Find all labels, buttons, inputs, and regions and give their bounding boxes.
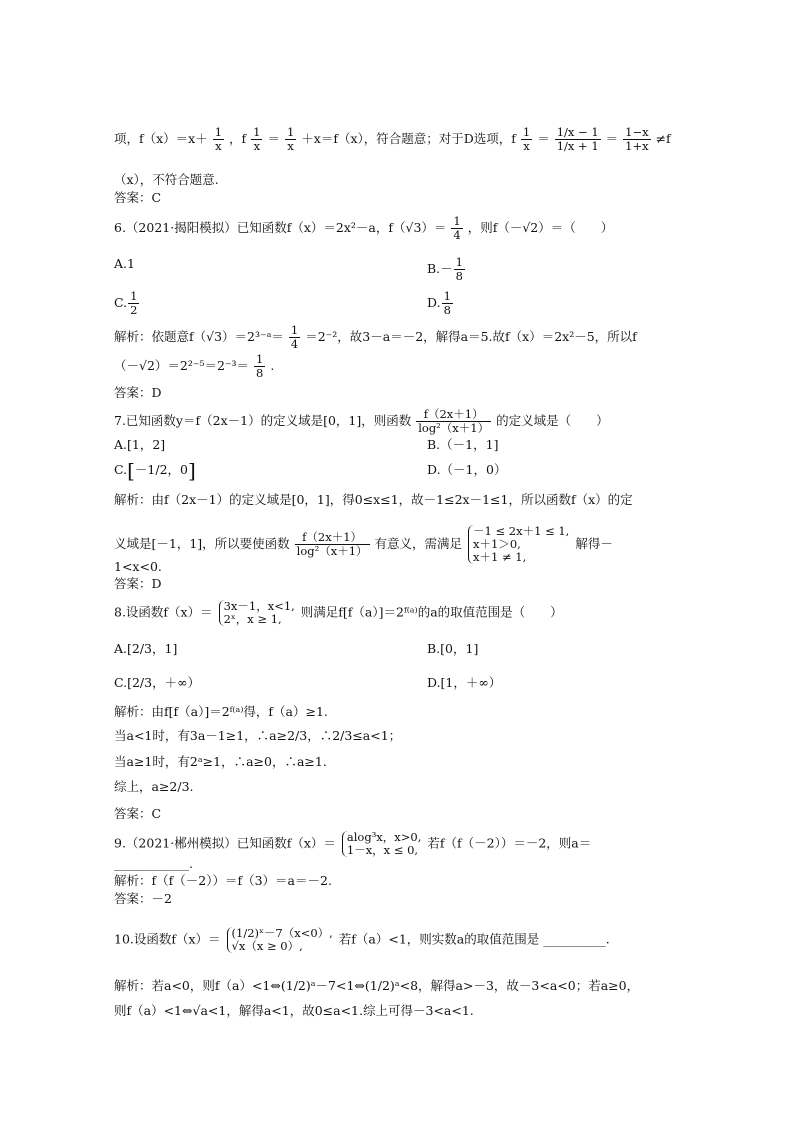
- piecewise: 3x－1，x<1, 2ˣ，x ≥ 1,: [219, 600, 295, 626]
- answer: 答案：D: [114, 576, 162, 591]
- fraction: $\frac{1/x - 1}{1/x + 1}$: [556, 125, 599, 153]
- answer: 答案：D: [114, 385, 162, 400]
- option-a: A.[1，2]: [114, 437, 166, 452]
- answer-blank: __________.: [543, 931, 610, 947]
- text: ＝: [605, 131, 619, 146]
- answer: 答案：C: [114, 190, 162, 205]
- option-d: D.[1，＋∞）: [427, 675, 502, 690]
- fraction: $\frac{1}{x}$: [253, 125, 261, 153]
- q8-options-cd: [114, 675, 684, 691]
- text: ＝: [267, 131, 280, 146]
- q6-stem: 6.（2021·揭阳模拟）已知函数f（x）＝2x²－a，f（√3）＝ $\frac{1}{4}$ ，则f（－√2）＝（ ）: [114, 214, 614, 242]
- q8-stem: 8.设函数f（x）＝ 3x－1，x<1, 2ˣ，x ≥ 1, 则满足f[f（a）]＝2ᶠ⁽ᵃ⁾的a的取值范围是（ ）: [114, 599, 563, 626]
- q8-solution-3: 当a≥1时，有2ᵃ≥1，∴a≥0，∴a≥1.: [114, 754, 327, 769]
- option-c: C.[2/3，＋∞）: [114, 675, 200, 690]
- q10-stem: 10.设函数f（x）＝ (1/2)ˣ－7（x<0）, √x（x ≥ 0）, 若f（a）<1，则实数a的取值范围是 __________.: [114, 926, 610, 953]
- q8-solution-4: 综上，a≥2/3.: [114, 779, 194, 794]
- answer: 答案：C: [114, 806, 162, 821]
- q6-options-ab: [114, 255, 684, 283]
- cont-line-1: [114, 126, 684, 153]
- text: ＋x＝f（x），符合题意；对于D选项，f: [301, 131, 516, 146]
- piecewise: (1/2)ˣ－7（x<0）, √x（x ≥ 0）,: [227, 927, 333, 953]
- option-b: B.－ $\frac{1}{8}$: [427, 255, 463, 283]
- q7-solution-2: 义域是[－1，1]，所以要使函数 $\frac{f(2x+1)}{\text{log²（x＋1）}}$ 有意义，需满足 －1 ≤ 2x＋1 ≤ 1, x＋1＞0, x＋1 ≠ 1, 解得－: [114, 524, 613, 564]
- option-d: D.（－1，0）: [427, 462, 507, 477]
- text: ≠f: [655, 131, 671, 146]
- q10-solution-1: 解析：若a<0，则f（a）<1⇔(1/2)ᵃ－7<1⇔(1/2)ᵃ<8，解得a>－3，故－3<a<0；若a≥0，: [114, 978, 640, 993]
- q7-options-cd: [114, 458, 684, 483]
- q6-solution-1: 解析：依题意f（√3）＝2³⁻ᵃ＝ $\frac{1}{4}$ ＝2⁻²，故3－a＝－2，解得a＝5.故f（x）＝2x²－5，所以f: [114, 323, 637, 351]
- option-b: B.（－1，1]: [427, 437, 499, 452]
- text: ＝: [537, 131, 550, 146]
- q8-solution-1: 解析：由f[f（a）]＝2ᶠ⁽ᵃ⁾得，f（a）≥1.: [114, 704, 328, 719]
- case-system: －1 ≤ 2x＋1 ≤ 1, x＋1＞0, x＋1 ≠ 1,: [468, 525, 569, 564]
- q7-options-ab: [114, 437, 684, 453]
- q7-solution-3: 1<x<0.: [114, 559, 162, 574]
- q9-solution: 解析：f（f（－2））＝f（3）＝a＝－2.: [114, 873, 332, 888]
- q9-stem: 9.（2021·郴州模拟）已知函数f（x）＝ alog³x，x>0, 1－x，x ≤ 0, 若f（f（－2））＝－2，则a＝: [114, 830, 592, 857]
- cont-line-2: （x），不符合题意.: [114, 172, 219, 187]
- option-b: B.[0，1]: [427, 641, 479, 656]
- answer-blank: ____________.: [114, 856, 193, 871]
- answer: 答案：－2: [114, 891, 172, 906]
- option-a: A.[2/3，1]: [114, 641, 178, 656]
- option-c: C.[－1/2，0]: [114, 458, 196, 483]
- q8-solution-2: 当a<1时，有3a－1≥1，∴a≥2/3，∴2/3≤a<1；: [114, 728, 402, 743]
- piecewise: alog³x，x>0, 1－x，x ≤ 0,: [342, 831, 422, 857]
- fraction: $\frac{1-x}{1+x}$: [625, 125, 649, 153]
- q6-solution-2: （－√2）＝2²⁻⁵＝2⁻³＝ $\frac{1}{8}$ .: [114, 352, 275, 380]
- fraction: $\frac{1}{x}$: [522, 125, 531, 153]
- option-c: C. $\frac{1}{2}$: [114, 289, 138, 317]
- fraction: $\frac{1}{x}$: [286, 125, 295, 153]
- q6-options-cd: [114, 290, 684, 317]
- option-a: A.1: [114, 256, 135, 271]
- q7-solution-1: 解析：由f（2x－1）的定义域是[0，1]，得0≤x≤1，故－1≤2x－1≤1，所以函数f（x）的定: [114, 492, 633, 507]
- fraction: $\frac{1}{x}$: [214, 125, 223, 153]
- q10-solution-2: 则f（a）<1⇔√a<1，解得a<1，故0≤a<1.综上可得－3<a<1.: [114, 1003, 474, 1018]
- q8-options-ab: [114, 641, 684, 657]
- q7-stem: 7.已知函数y＝f（2x－1）的定义域是[0，1]，则函数 $\frac{f(2x+1)}{\text{log²（x＋1）}}$ 的定义域是（ ）: [114, 407, 609, 435]
- text: 项，f（x）＝x＋: [114, 131, 208, 146]
- text: ，f: [229, 131, 247, 146]
- option-d: D. $\frac{1}{8}$: [427, 289, 451, 317]
